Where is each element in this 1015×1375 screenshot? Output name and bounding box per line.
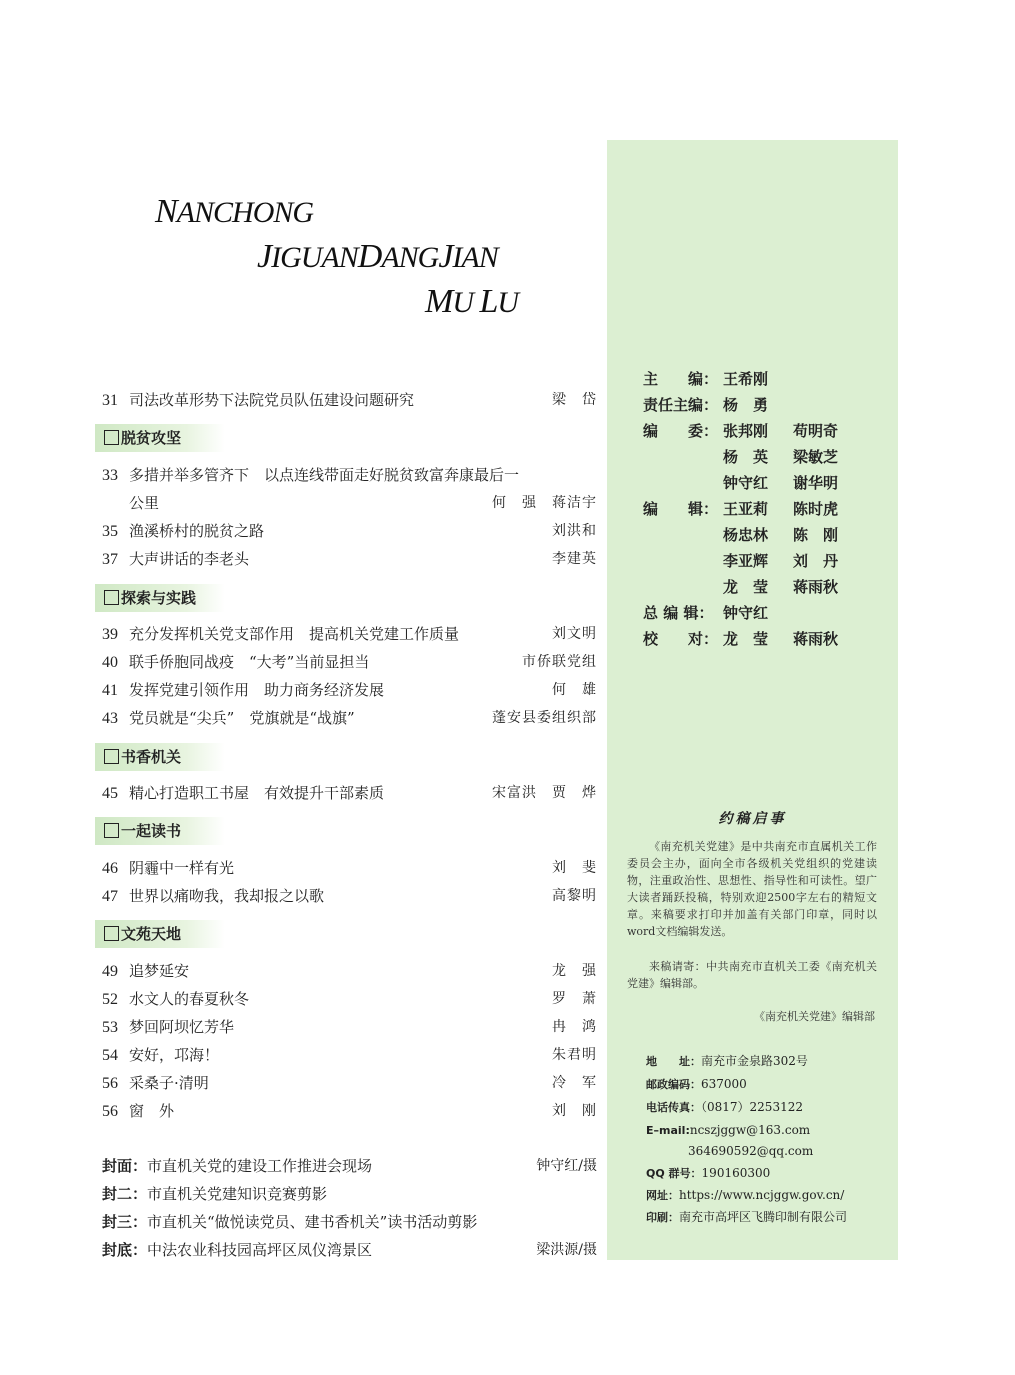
box-icon (104, 926, 119, 941)
toc-entry[interactable] (102, 855, 597, 881)
toc-entry[interactable] (102, 986, 597, 1012)
page-number: 47 (102, 888, 118, 905)
article-author: 冉 鸿 (552, 1019, 597, 1035)
staff-row: 杨 英 梁敏芝 (723, 448, 839, 466)
article-title: 阴霾中一样有光 (129, 859, 235, 877)
staff-row: 编 辑： 王亚莉 陈时虎 (643, 500, 839, 518)
title-line-3: MU LU (425, 283, 519, 320)
toc-entry[interactable] (102, 518, 597, 544)
staff-row: 杨忠林 陈 刚 (723, 526, 839, 544)
staff-row: 编 委： 张邦刚 苟明奇 (643, 422, 839, 440)
article-title: 采桑子·清明 (129, 1074, 209, 1092)
article-title: 司法改革形势下法院党员队伍建设问题研究 (129, 391, 415, 409)
article-title: 追梦延安 (129, 962, 190, 980)
section-header-reading: 一起读书 (95, 817, 225, 845)
cover-credit: 封底：中法农业科技园高坪区凤仪湾景区 梁洪源/摄 (102, 1241, 597, 1259)
box-icon (104, 823, 119, 838)
article-title: 安好，邛海！ (129, 1046, 220, 1064)
notice-paragraph: 来稿请寄：中共南充市直机关工委《南充机关党建》编辑部。 (627, 960, 877, 990)
toc-entry[interactable] (102, 462, 597, 488)
page-number: 41 (102, 682, 118, 699)
contact-postcode: 邮政编码：637000 (646, 1077, 747, 1091)
toc-entry[interactable] (102, 621, 597, 647)
page-number: 35 (102, 523, 118, 540)
article-title: 发挥党建引领作用 助力商务经济发展 (129, 681, 385, 699)
staff-row: 李亚辉 刘 丹 (723, 552, 839, 570)
section-header-bookish: 书香机关 (95, 743, 225, 771)
article-title: 渔溪桥村的脱贫之路 (129, 522, 265, 540)
page-number: 40 (102, 654, 118, 671)
notice-paragraph: 《南充机关党建》是中共南充市直属机关工作委员会主办，面向全市各级机关党组织的党建读物，注重政治性、思想性、指导性和可读性。望广大读者踊跃投稿，特别欢迎2500字左右的精短文章。来稿要求打印并加盖有关部门印章，同时以word文档编辑发送。 (627, 840, 877, 938)
article-title: 水文人的春夏秋冬 (129, 990, 250, 1008)
contact-qq: QQ 群号：190160300 (646, 1166, 771, 1180)
staff-row: 总 编 辑： 钟守红 (643, 604, 769, 622)
toc-entry[interactable] (102, 1070, 597, 1096)
article-title: 梦回阿坝忆芳华 (129, 1018, 235, 1036)
box-icon (104, 749, 119, 764)
cover-credit: 封面：市直机关党的建设工作推进会现场 钟守红/摄 (102, 1157, 597, 1175)
article-title: 世界以痛吻我，我却报之以歌 (129, 887, 325, 905)
cover-credit: 封三：市直机关“做悦读党员、建书香机关”读书活动剪影 (102, 1213, 478, 1231)
section-header-practice: 探索与实践 (95, 584, 225, 612)
page-number: 56 (102, 1075, 118, 1092)
article-author: 刘洪和 (552, 523, 597, 539)
article-author: 何 雄 (552, 682, 597, 698)
article-author: 蓬安县委组织部 (492, 710, 597, 726)
article-author: 龙 强 (552, 963, 597, 979)
toc-entry[interactable] (102, 677, 597, 703)
article-author: 李建英 (552, 551, 597, 567)
page-number: 43 (102, 710, 118, 727)
article-title: 充分发挥机关党支部作用 提高机关党建工作质量 (129, 625, 460, 643)
page-number: 46 (102, 860, 118, 877)
page-number: 56 (102, 1103, 118, 1120)
article-title: 公里 (129, 494, 160, 512)
toc-entry[interactable] (102, 1042, 597, 1068)
page-number: 33 (102, 467, 118, 484)
article-title: 窗 外 (129, 1102, 175, 1120)
contact-email-2[interactable]: 364690592@qq.com (688, 1144, 814, 1158)
article-author: 高黎明 (552, 888, 597, 904)
article-author: 朱君明 (552, 1047, 597, 1063)
article-author: 宋富洪 贾 烨 (492, 785, 597, 801)
article-author: 刘文明 (552, 626, 597, 642)
toc-entry[interactable] (102, 883, 597, 909)
toc-entry-cont[interactable] (102, 490, 597, 516)
contact-website[interactable]: 网址：https://www.ncjggw.gov.cn/ (646, 1188, 845, 1202)
section-header-literary: 文苑天地 (95, 920, 225, 948)
page-number: 37 (102, 551, 118, 568)
notice-signature: 《南充机关党建》编辑部 (754, 1010, 875, 1023)
title-line-1: NANCHONG (155, 193, 314, 230)
staff-row: 责任主编： 杨 勇 (643, 396, 769, 414)
article-author: 梁 岱 (552, 392, 597, 408)
contact-email[interactable]: E–mail:ncszjggw@163.com (646, 1123, 811, 1137)
toc-entry[interactable] (102, 958, 597, 984)
article-author: 罗 萧 (552, 991, 597, 1007)
article-author: 市侨联党组 (522, 654, 597, 670)
article-title: 党员就是“尖兵” 党旗就是“战旗” (129, 709, 355, 727)
staff-row: 龙 莹 蒋雨秋 (723, 578, 839, 596)
article-title: 联手侨胞同战疫 “大考”当前显担当 (129, 653, 370, 671)
toc-entry[interactable] (102, 780, 597, 806)
article-title: 精心打造职工书屋 有效提升干部素质 (129, 784, 385, 802)
article-author: 冷 军 (552, 1075, 597, 1091)
article-author: 刘 刚 (552, 1103, 597, 1119)
page-number: 53 (102, 1019, 118, 1036)
article-author: 何 强 蒋洁宇 (492, 495, 597, 511)
page-number: 45 (102, 785, 118, 802)
contact-phone: 电话传真：（0817）2253122 (646, 1100, 803, 1114)
toc-entry[interactable] (102, 649, 597, 675)
toc-entry[interactable] (102, 546, 597, 572)
section-header-poverty: 脱贫攻坚 (95, 424, 225, 452)
contact-address: 地 址：南充市金泉路302号 (646, 1054, 808, 1068)
page-number: 39 (102, 626, 118, 643)
page-number: 54 (102, 1047, 118, 1064)
staff-row: 钟守红 谢华明 (723, 474, 839, 492)
toc-entry[interactable] (102, 1014, 597, 1040)
cover-credit: 封二：市直机关党建知识竞赛剪影 (102, 1185, 328, 1203)
article-author: 刘 斐 (552, 860, 597, 876)
contact-printer: 印刷：南充市高坪区飞腾印制有限公司 (646, 1210, 848, 1224)
article-title: 大声讲话的李老头 (129, 550, 250, 568)
article-title: 多措并举多管齐下 以点连线带面走好脱贫致富奔康最后一 (129, 466, 520, 484)
box-icon (104, 590, 119, 605)
staff-row: 主 编： 王希刚 (643, 370, 769, 388)
toc-entry[interactable] (102, 387, 597, 413)
title-line-2: JIGUANDANGJIAN (257, 238, 498, 275)
page-number: 49 (102, 963, 118, 980)
page-number: 52 (102, 991, 118, 1008)
page-number: 31 (102, 392, 118, 409)
notice-title: 约稿启事 (718, 811, 787, 827)
toc-entry[interactable] (102, 705, 597, 731)
box-icon (104, 430, 119, 445)
toc-entry[interactable] (102, 1098, 597, 1124)
staff-row: 校 对： 龙 莹 蒋雨秋 (643, 630, 839, 648)
